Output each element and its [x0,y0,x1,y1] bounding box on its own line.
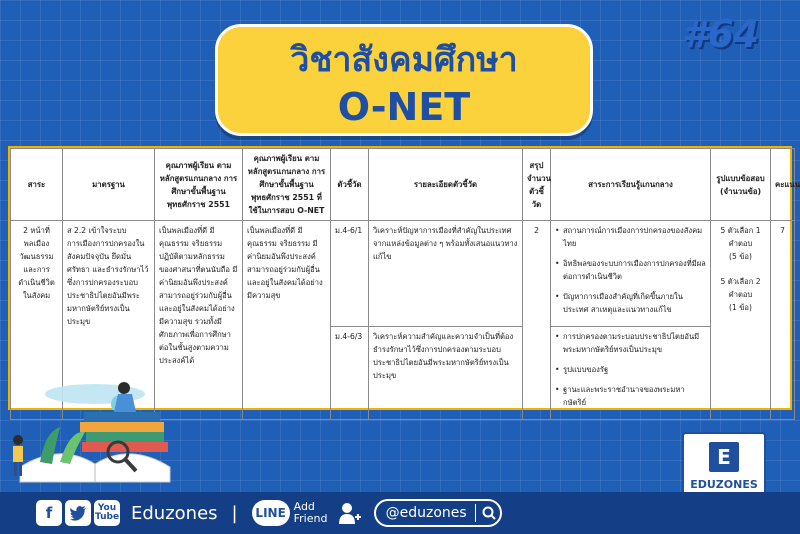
cell-detail: วิเคราะห์ปัญหาการเมืองที่สำคัญในประเทศ จากแหล่งข้อมูลต่าง ๆ พร้อมทั้งเสนอแนวทางแก้ไข [369,221,523,327]
cell-score: 7 [771,221,795,420]
cell-format [711,221,771,420]
search-divider [475,504,476,522]
cell-indicator: ม.4-6/3 [331,327,369,420]
add-friend-icon[interactable] [338,500,362,526]
header-detail: รายละเอียดตัวชี้วัด [369,149,523,221]
logo-name: EDUZONES [690,478,758,491]
list-item: • สถานการณ์การเมืองการปกครองของสังคมไทย [555,224,706,250]
line-id: @eduzones [385,505,467,521]
table-row [11,221,795,327]
brand-name: Eduzones [131,502,218,524]
header-score: คะแนน [771,149,795,221]
header-indicator: ตัวชี้วัด [331,149,369,221]
twitter-icon[interactable] [65,500,91,526]
format-option-1-count: (5 ข้อ) [729,252,752,261]
header-strand: สาระ [11,149,63,221]
header-count: สรุป จำนวน ตัวชี้วัด [523,149,551,221]
cell-core-content [551,221,711,327]
list-item: • อิทธิพลของระบบการเมืองการปกครองที่มีผลต่อการดำเนินชีวิต [555,257,706,283]
core-content-list [555,330,706,409]
facebook-icon[interactable]: f [36,500,62,526]
add-friend-line2: Friend [293,512,328,525]
cell-core-content [551,327,711,420]
list-item: • การปกครองตามระบอบประชาธิปไตยอันมีพระมหากษัตริย์ทรงเป็นประมุข [555,330,706,356]
format-option-1: 5 ตัวเลือก 1 คำตอบ [720,226,761,248]
format-option-2: 5 ตัวเลือก 2 คำตอบ [720,277,761,299]
footer-separator: | [231,502,238,524]
core-content-list [555,224,706,316]
cell-standard: ส 2.2 เข้าใจระบบการเมืองการปกครองในสังคมปัจจุบัน ยึดมั่น ศรัทธา และธำรงรักษาไว้ซึ่งการปกครองระบอบประชาธิปไตยอันมีพระมหากษัตริย์ทรงเป็นประมุข [63,221,155,420]
logo-mark: E [709,442,739,472]
cell-indicator: ม.4-6/1 [331,221,369,327]
line-id-search[interactable] [374,499,502,527]
footer-bar [0,492,800,534]
format-option-2-count: (1 ข้อ) [729,303,752,312]
list-item: • ปัญหาการเมืองสำคัญที่เกิดขึ้นภายในประเทศ สาเหตุและแนวทางแก้ไข [555,290,706,316]
add-friend-label [294,501,336,525]
cell-detail: วิเคราะห์ความสำคัญและความจำเป็นที่ต้องธำรงรักษาไว้ซึ่งการปกครองตามระบอบประชาธิปไตยอันมีพระมหากษัตริย์ทรงเป็นประมุข [369,327,523,420]
cell-quality-onet: เป็นพลเมืองที่ดี มีคุณธรรม จริยธรรม มีค่านิยมอันพึงประสงค์ สามารถอยู่ร่วมกับผู้อื่นและอยู่ในสังคมได้อย่างมีความสุข [243,221,331,420]
header-format: รูปแบบข้อสอบ (จำนวนข้อ) [711,149,771,221]
page-title: วิชาสังคมศึกษา [290,40,518,80]
header-core-content: สาระการเรียนรู้แกนกลาง [551,149,711,221]
cell-quality: เป็นพลเมืองที่ดี มีคุณธรรม จริยธรรม ปฏิบัติตามหลักธรรมของศาสนาที่ตนนับถือ มีค่านิยมอันพึงประสงค์ สามารถอยู่ร่วมกับผู้อื่นและอยู่ในสังคมได้อย่างมีความสุข รวมทั้งมีศักยภาพเพื่อการศึกษาต่อในชั้นสูงตามความประสงค์ได้ [155,221,243,420]
list-item: • ฐานะและพระราชอำนาจของพระมหากษัตริย์ [555,383,706,409]
title-banner [215,24,593,136]
youtube-label-top: You [97,503,117,513]
header-quality: คุณภาพผู้เรียน ตามหลักสูตรแกนกลาง การศึกษาขั้นพื้นฐาน พุทธศักราช 2551 [155,149,243,221]
episode-badge: #64 [682,12,759,56]
header-standard: มาตรฐาน [63,149,155,221]
curriculum-table-container [8,146,800,410]
books-reading-illustration [0,372,190,490]
cell-count: 2 [523,221,551,420]
add-friend-line1: Add [293,500,315,513]
footer-row [36,499,502,527]
table-header-row [11,149,795,221]
cell-strand: 2 หน้าที่พลเมือง วัฒนธรรม และการดำเนินชีวิตในสังคม [11,221,63,420]
line-icon[interactable]: LINE [252,500,290,526]
header-quality-onet: คุณภาพผู้เรียน ตามหลักสูตรแกนกลาง การศึกษาขั้นพื้นฐาน พุทธศักราช 2551 ที่ใช้ในการสอบ O-NET [243,149,331,221]
search-icon [482,506,496,520]
page-subtitle: O-NET [337,85,471,129]
youtube-label-bottom: Tube [94,512,120,522]
list-item: • รูปแบบของรัฐ [555,363,706,376]
youtube-icon[interactable] [94,500,120,526]
